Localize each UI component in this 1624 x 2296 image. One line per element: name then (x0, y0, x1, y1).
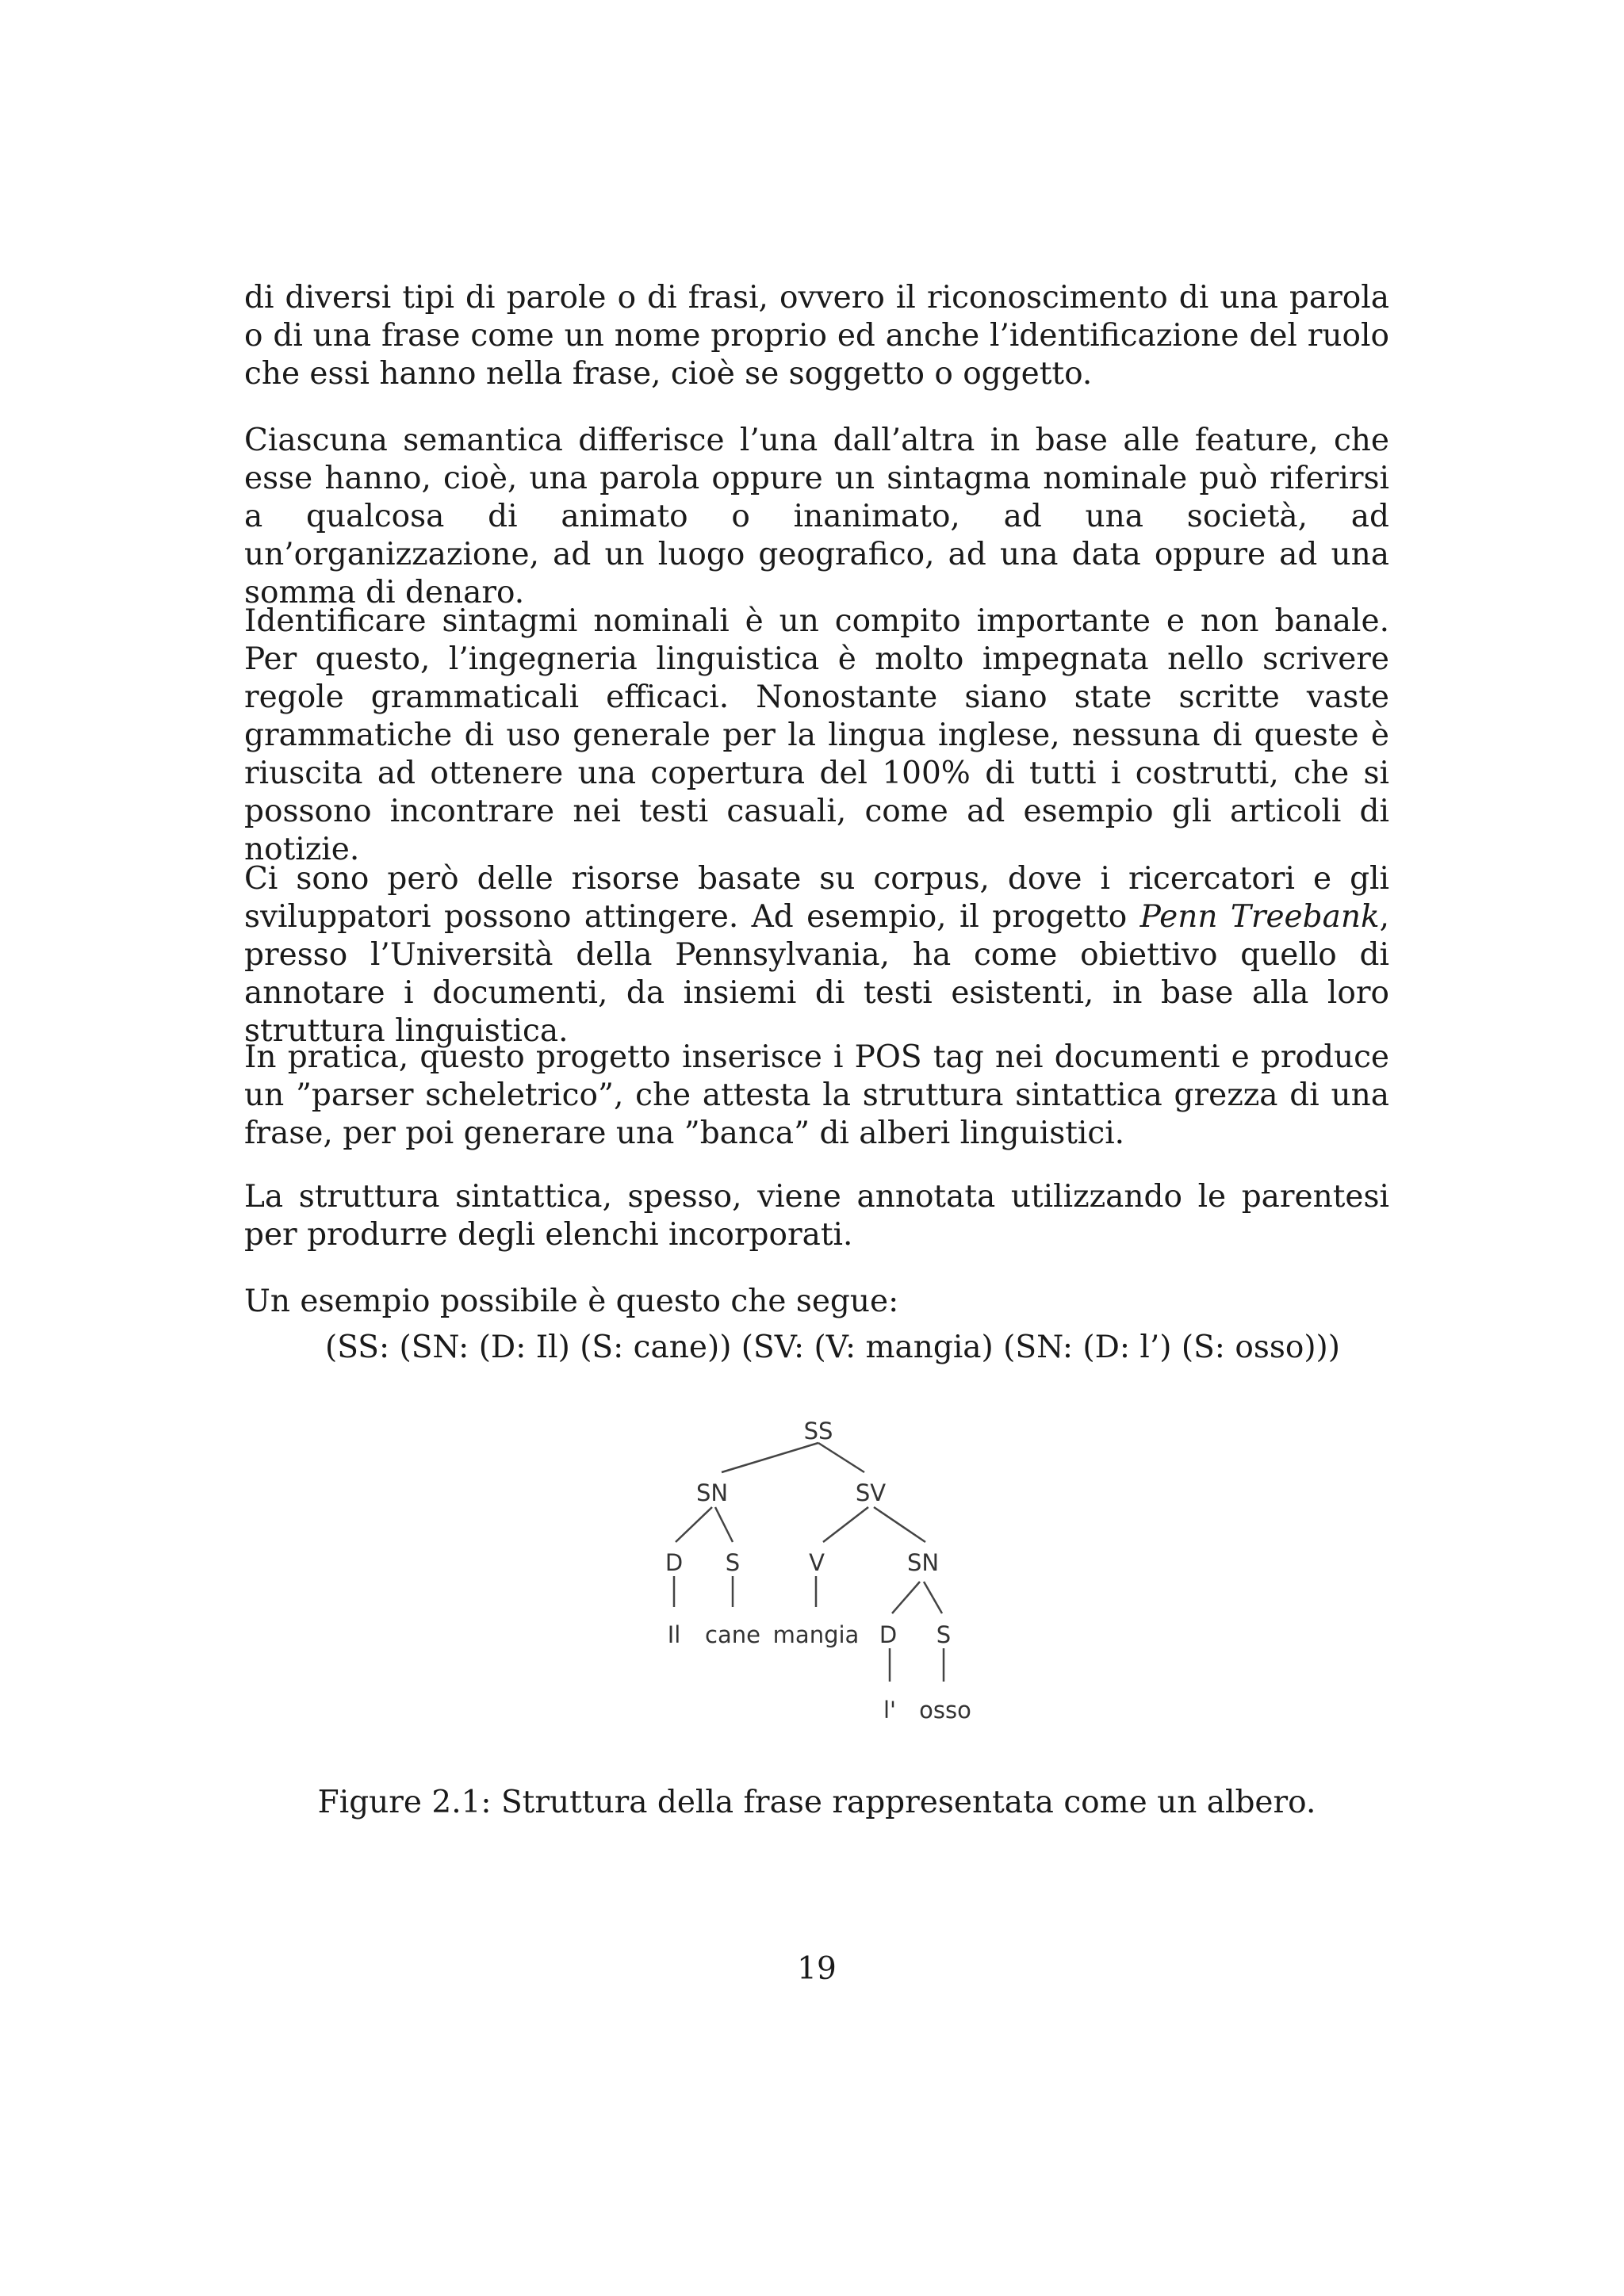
edge-sn-s2 (924, 1582, 942, 1613)
edge-sv-v (823, 1507, 868, 1542)
paragraph-4-start: Ci sono però delle risorse basate su corpus, dove i ricercatori e gli sviluppatori possono attingere. Ad esempio, il progetto (244, 861, 1389, 935)
tree-node-sn-object: SN (906, 1549, 940, 1576)
tree-node-s-object: S (936, 1621, 952, 1648)
paragraph-4-end: , presso l’Università della Pennsylvania, ha come obiettivo quello di annotare i documenti, da insiemi di testi esistenti, in base alla loro struttura linguistica. (244, 899, 1390, 1049)
tree-leaf-l: l' (883, 1697, 897, 1724)
syntax-tree-figure (650, 1415, 999, 1748)
paragraph-6: La struttura sintattica, spesso, viene annotata utilizzando le parentesi per produrre degli elenchi incorporati. (244, 1179, 1389, 1253)
paragraph-1: di diversi tipi di parole o di frasi, ovvero il riconoscimento di una parola o di una frase come un nome proprio ed anche l’identificazione del ruolo che essi hanno nella frase, cioè se soggetto o oggetto. (244, 280, 1389, 392)
tree-node-ss: SS (803, 1418, 833, 1445)
paragraph-3: Identificare sintagmi nominali è un compito importante e non banale. Per questo, l’ingegneria linguistica è molto impegnata nello scrivere regole grammaticali efficaci. Nonostante siano state scritte vaste grammatiche di uso generale per la lingua inglese, nessuna di queste è riuscita ad ottenere una copertura del 100% di tutti i costrutti, che si possono incontrare nei testi casuali, come ad esempio gli articoli di notizie. (244, 603, 1389, 867)
tree-node-v: V (809, 1549, 825, 1576)
tree-leaf-osso: osso (919, 1697, 971, 1724)
penn-treebank-emphasis: Penn Treebank (1139, 899, 1380, 935)
tree-leaf-mangia: mangia (772, 1621, 860, 1648)
syntax-tree-diagram (650, 1415, 999, 1748)
tree-node-d-object: D (879, 1621, 898, 1648)
edge-sn-d2 (892, 1582, 920, 1613)
edge-sv-sn (874, 1507, 925, 1542)
paragraph-7: Un esempio possibile è questo che segue: (244, 1284, 899, 1319)
page-number: 19 (797, 1951, 837, 1987)
edge-ss-sv (818, 1443, 864, 1472)
tree-leaf-cane: cane (705, 1621, 760, 1648)
figure-caption: Figure 2.1: Struttura della frase rappresentata come un albero. (317, 1785, 1316, 1820)
tree-node-s: S (725, 1549, 741, 1576)
tree-node-sv: SV (855, 1479, 887, 1506)
paragraph-4 (244, 860, 1389, 1050)
paragraph-2: Ciascuna semantica differisce l’una dall’altra in base alle feature, che esse hanno, cioè, una parola oppure un sintagma nominale può riferirsi a qualcosa di animato o inanimato, ad una società, ad un’organizzazione, ad un luogo geografico, ad una data oppure ad una somma di denaro. (244, 423, 1389, 610)
tree-node-d: D (665, 1549, 684, 1576)
paragraph-5: In pratica, questo progetto inserisce i POS tag nei documenti e produce un ”parser scheletrico”, che attesta la struttura sintattica grezza di una frase, per poi generare una ”banca” di alberi linguistici. (244, 1039, 1389, 1151)
edge-sn-d (676, 1507, 712, 1542)
tree-leaf-il: Il (667, 1621, 681, 1648)
bracket-notation-example: (SS: (SN: (D: Il) (S: cane)) (SV: (V: mangia) (SN: (D: l’) (S: osso))) (325, 1330, 1340, 1365)
edge-sn-s (715, 1507, 733, 1542)
tree-node-sn: SN (695, 1479, 729, 1506)
edge-ss-sn (722, 1443, 818, 1472)
